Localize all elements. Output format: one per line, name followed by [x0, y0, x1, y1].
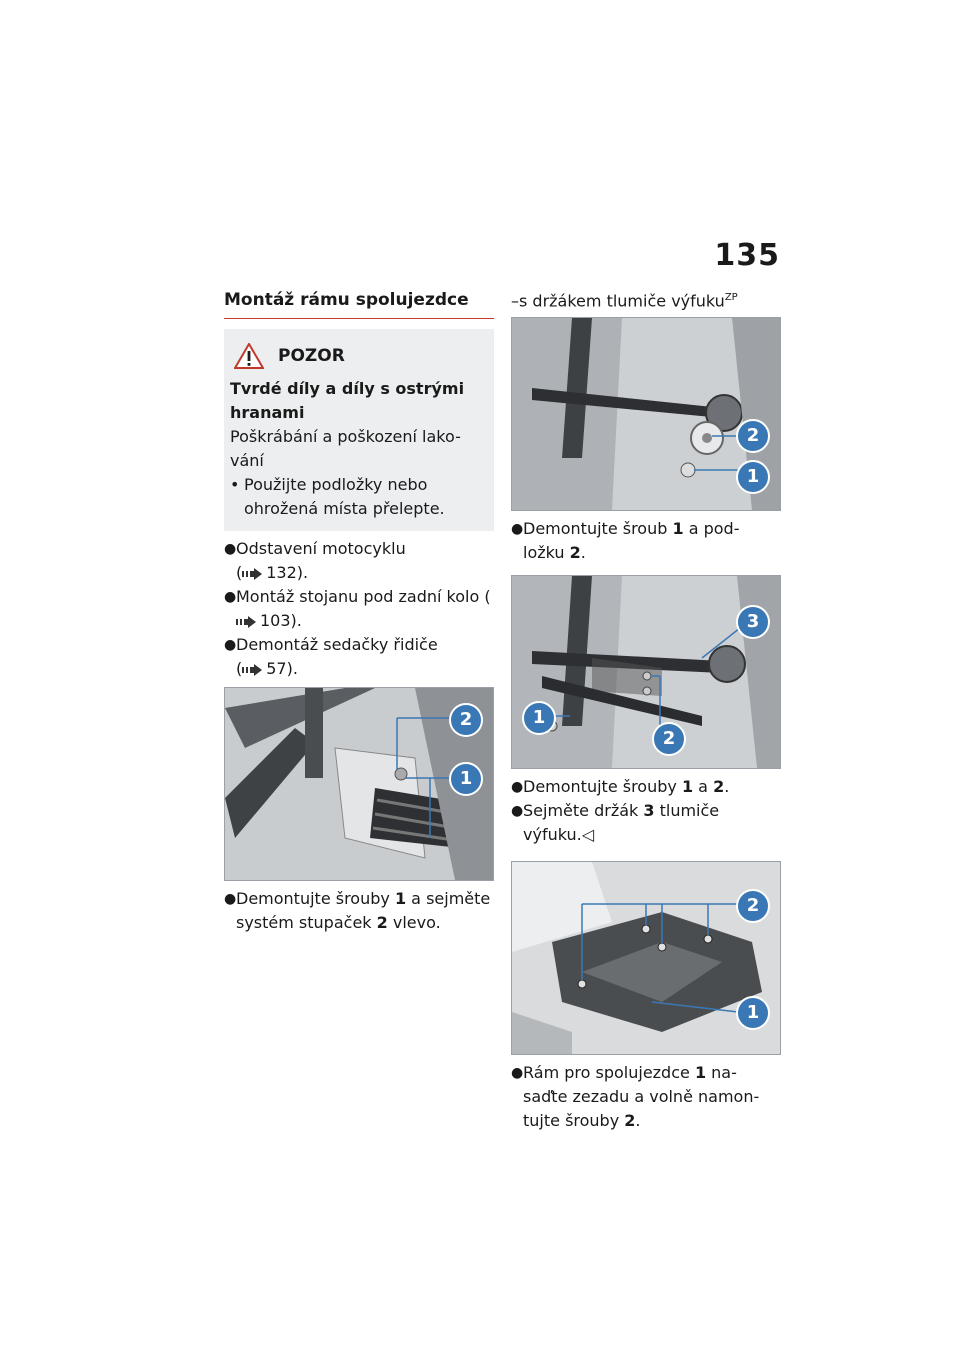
- step-text: Demontáž sedačky řidiče: [236, 635, 438, 654]
- step-item: [511, 775, 781, 799]
- warning-text: Poškrábání a poškození lako-vání: [230, 427, 461, 470]
- callout-marker: 2: [449, 703, 483, 737]
- part-number: 2: [569, 543, 581, 563]
- bullet-dot-icon: •: [230, 475, 240, 494]
- page-reference[interactable]: 57).: [266, 659, 298, 678]
- step-item: ● Odstavení motocyklu ( 132).: [224, 537, 494, 585]
- steps-list: [511, 1061, 781, 1133]
- figure-muffler-bolt: [511, 317, 781, 511]
- bullet-dot-icon: ●: [511, 779, 524, 796]
- left-column: [224, 290, 494, 935]
- warning-bullet: [230, 473, 488, 521]
- step-text: a: [693, 777, 714, 797]
- step-text: Demontujte šroub: [523, 519, 673, 539]
- part-number: 3: [643, 801, 655, 821]
- variant-code: ZP: [724, 292, 738, 303]
- step-text: Rám pro spolujezdce: [523, 1063, 695, 1083]
- passenger-frame-illustration: [512, 862, 780, 1054]
- step-text: Sejměte držák: [523, 801, 644, 821]
- page-reference-arrow-icon: [242, 664, 262, 676]
- steps-list: [224, 537, 494, 681]
- part-number: 2: [713, 777, 725, 797]
- bullet-dot-icon: ●: [224, 637, 237, 653]
- step-text: Demontujte šrouby: [523, 777, 682, 797]
- step-item: [511, 1061, 781, 1133]
- bullet-dot-icon: ●: [224, 589, 237, 605]
- callout-marker: 2: [652, 722, 686, 756]
- part-number: 1: [672, 519, 684, 539]
- callout-marker: 2: [736, 419, 770, 453]
- step-text: a pod-ložku: [523, 519, 740, 563]
- step-item: [511, 517, 781, 565]
- variant-label: [511, 286, 781, 313]
- figure-muffler-bracket: [511, 575, 781, 769]
- bullet-dot-icon: ●: [511, 521, 524, 538]
- step-item: [224, 887, 494, 935]
- page-reference-arrow-icon: [242, 568, 262, 580]
- figure-passenger-frame: [511, 861, 781, 1055]
- callout-marker: 1: [736, 460, 770, 494]
- part-number: 2: [376, 913, 388, 932]
- step-text: Montáž stojanu pod zadní kolo (: [236, 587, 491, 606]
- step-item: [224, 585, 494, 633]
- step-text: .: [724, 777, 730, 797]
- step-text: a sejměte systém stupaček: [236, 889, 491, 932]
- callout-marker: 2: [736, 889, 770, 923]
- muffler-bracket-illustration: [512, 576, 780, 768]
- steps-list: [224, 887, 494, 935]
- bullet-dot-icon: ●: [224, 891, 237, 907]
- warning-subtitle: Tvrdé díly a díly s ostrými hranami: [230, 379, 465, 422]
- page-reference[interactable]: 132).: [266, 563, 309, 582]
- steps-list: [511, 775, 781, 847]
- callout-marker: 1: [449, 762, 483, 796]
- warning-bullet-text: Použijte podložky nebo ohrožená místa přelepte.: [244, 475, 445, 518]
- page-number: 135: [714, 238, 780, 273]
- callout-marker: 1: [522, 701, 556, 735]
- part-number: 2: [624, 1111, 636, 1131]
- part-number: 1: [394, 889, 407, 908]
- step-text: na-saďte zezadu a volně namon-tujte šrouby: [523, 1063, 760, 1131]
- warning-header: [234, 343, 488, 369]
- page-reference-arrow-icon: [236, 616, 256, 628]
- warning-triangle-icon: [234, 343, 264, 369]
- section-heading: Montáž rámu spolujezdce: [224, 290, 494, 319]
- warning-title: POZOR: [278, 346, 345, 366]
- step-text: tlumiče výfuku.◁: [523, 801, 720, 845]
- variant-text: –s držákem tlumiče výfuku: [511, 291, 725, 311]
- steps-list: [511, 517, 781, 565]
- step-text: Demontujte šrouby: [236, 889, 395, 908]
- step-text: vlevo.: [387, 913, 441, 932]
- bullet-dot-icon: ●: [511, 803, 524, 820]
- callout-marker: 3: [736, 605, 770, 639]
- step-item: ● Demontáž sedačky řidiče ( 57).: [224, 633, 494, 681]
- bullet-dot-icon: ●: [511, 1065, 524, 1082]
- bullet-dot-icon: ●: [224, 541, 237, 557]
- part-number: 1: [694, 1063, 707, 1083]
- page-reference[interactable]: 103).: [260, 611, 302, 630]
- step-text: Odstavení motocyklu: [236, 539, 406, 558]
- step-text: .: [635, 1111, 641, 1131]
- step-item: [511, 799, 781, 847]
- warning-box: [224, 329, 494, 531]
- figure-footrest: [224, 687, 494, 881]
- step-text: .: [580, 543, 586, 563]
- right-column: [511, 290, 781, 1133]
- part-number: 1: [681, 777, 694, 797]
- callout-marker: 1: [736, 996, 770, 1030]
